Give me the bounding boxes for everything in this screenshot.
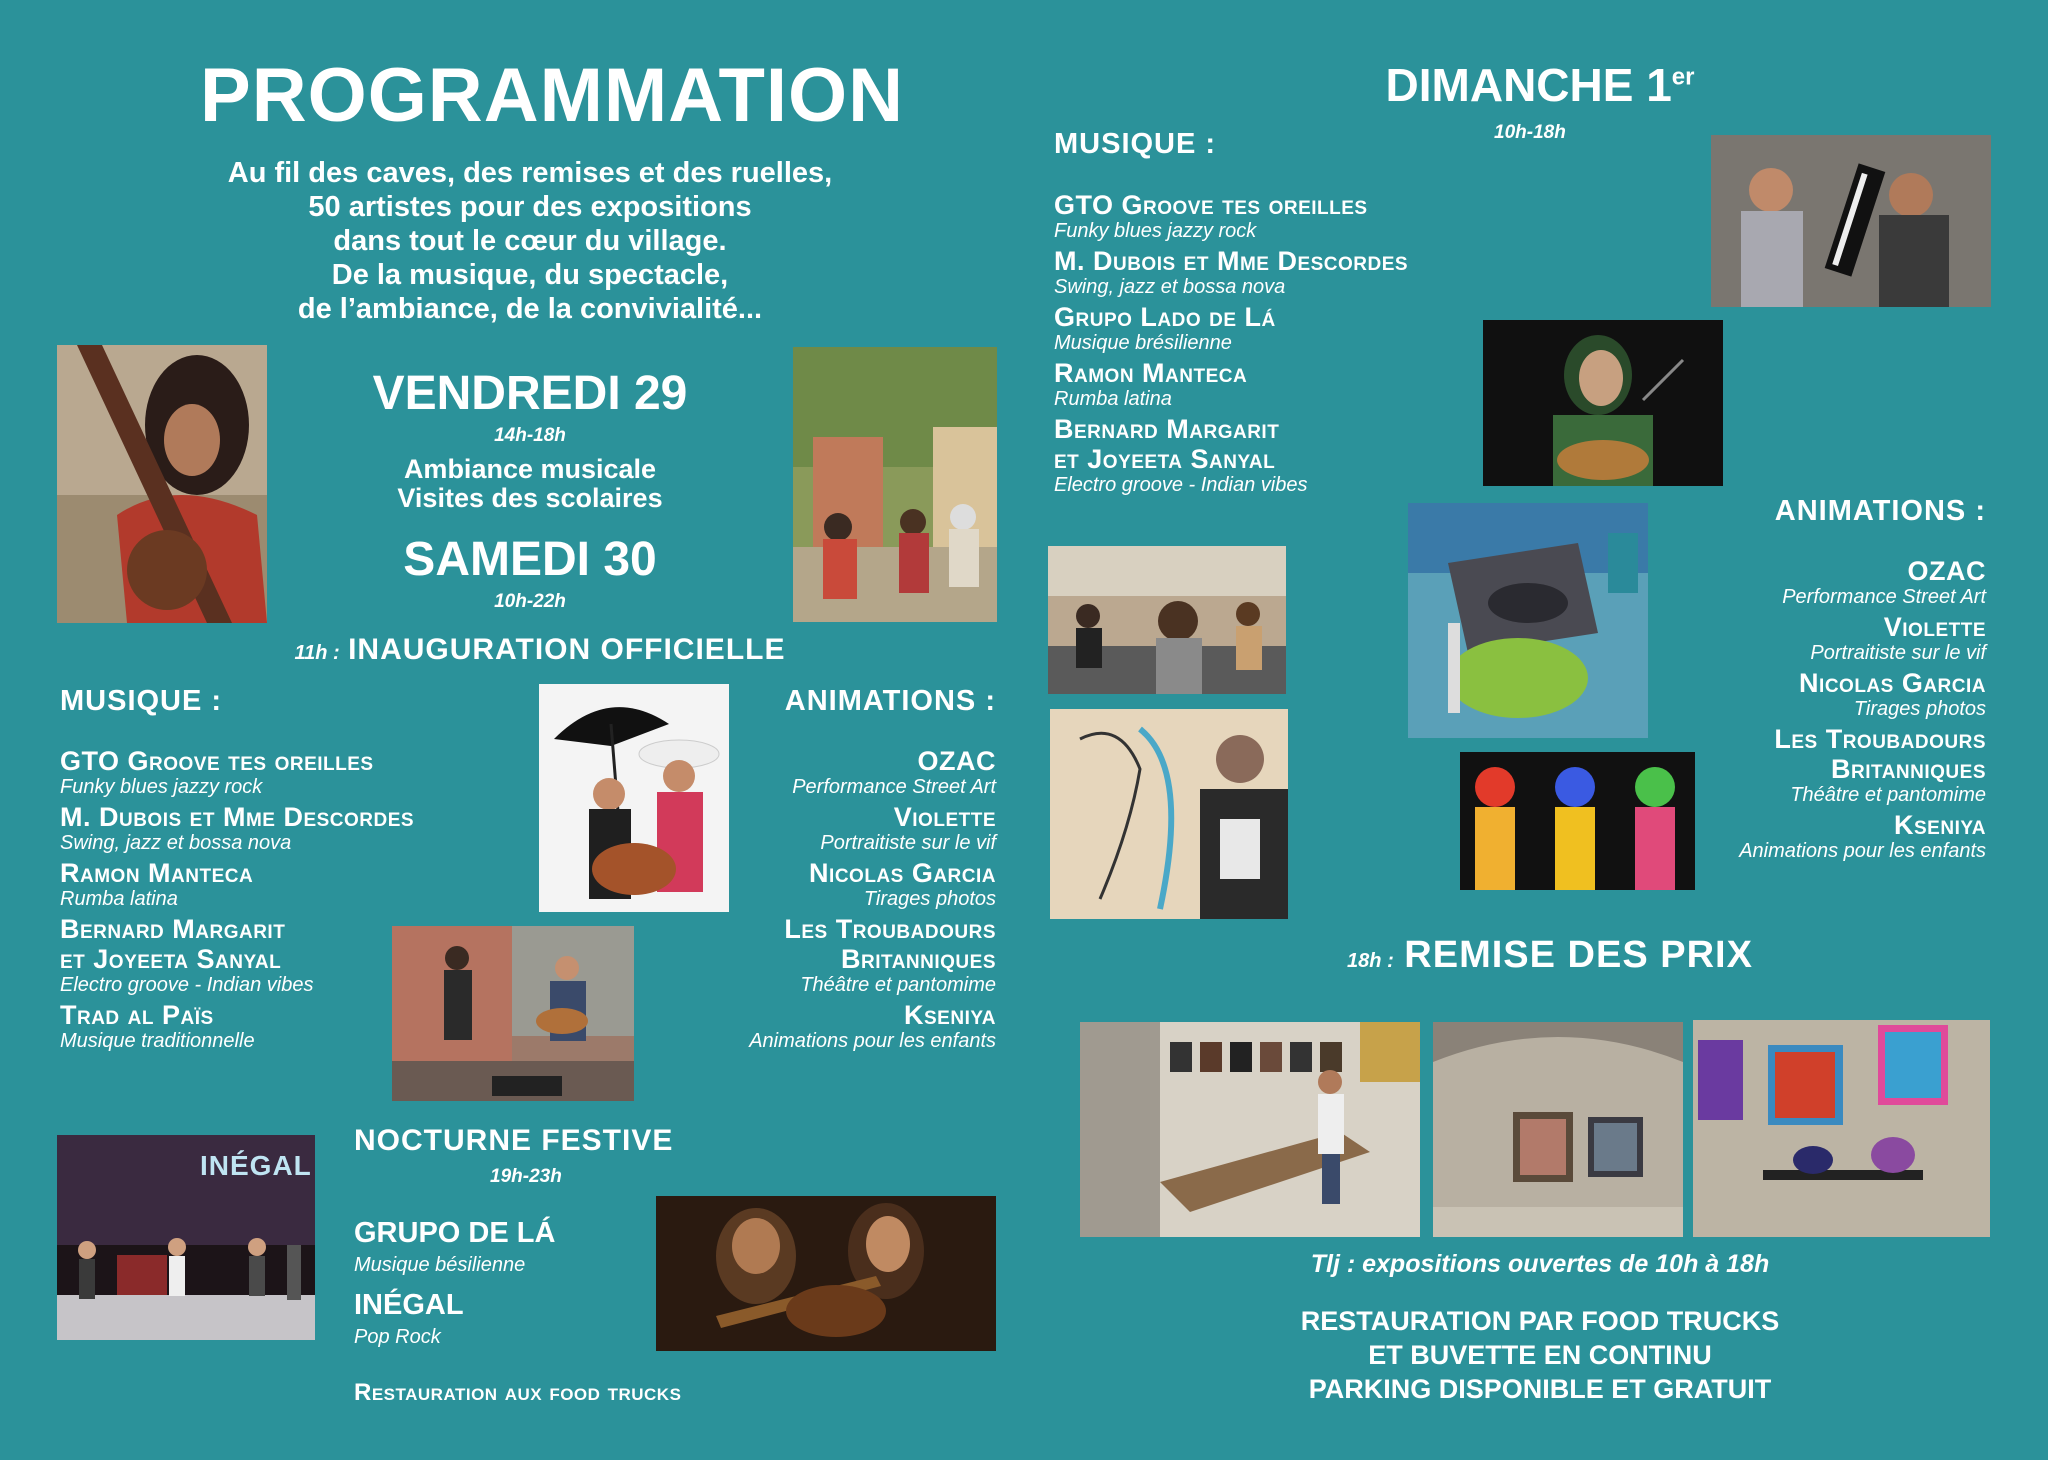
music-heading-left: MUSIQUE : [60,685,223,717]
exhibition-photo-2 [1433,1022,1683,1237]
guitar-duo-photo [656,1196,996,1351]
singer-photo [1483,320,1723,486]
artist-name: Ramon Manteca [1054,358,1248,388]
artist-desc: Performance Street Art [792,776,996,798]
artist-name-2: Britanniques [1831,754,1986,784]
inauguration-time: 11h : [294,642,340,664]
artist-desc: Electro groove - Indian vibes [1054,474,1308,496]
sitar-player-photo [57,345,267,623]
artist-desc: Rumba latina [1054,388,1172,410]
sunday-title-text: DIMANCHE 1 [1385,59,1672,111]
artist-name: OZAC [1907,556,1986,586]
artist-desc: Funky blues jazzy rock [60,776,263,798]
list-item [1616,612,1986,664]
artist-desc: Swing, jazz et bossa nova [1054,276,1286,298]
artist-desc: Tirages photos [863,888,996,910]
friday-title: VENDREDI 29 [372,367,688,420]
artist-name: Trad al Païs [60,1000,214,1030]
accordion-musicians-photo [1711,135,1991,307]
friday-hours: 14h-18h [494,425,566,446]
inegal-sign: INÉGAL [200,1150,312,1181]
animations-list-left [626,746,996,1056]
artist-name: GTO Groove tes oreilles [60,746,374,776]
awards-line [1240,934,1860,977]
awards-label: REMISE DES PRIX [1404,934,1753,976]
artist-desc: Musique brésilienne [1054,332,1232,354]
artist-name: Nicolas Garcia [809,858,996,888]
animations-heading-right: ANIMATIONS : [1774,495,1986,527]
intro-line: de l’ambiance, de la convivialité... [297,293,763,325]
list-item [60,802,540,854]
exhibition-photo-3 [1693,1020,1990,1237]
troubadours-photo [1460,752,1695,890]
inauguration-label: INAUGURATION OFFICIELLE [348,633,786,666]
artist-name: Les Troubadours [1774,724,1986,754]
friday-line1: Ambiance musicale [403,454,657,484]
artist-desc: Swing, jazz et bossa nova [60,832,292,854]
artist-name: Violette [1883,612,1986,642]
list-item [60,746,540,798]
street-art-photo [1408,503,1648,738]
list-item [626,858,996,910]
band-name: INÉGAL [354,1289,464,1321]
intro-line: 50 artistes pour des expositions [308,191,752,223]
sunday-hours: 10h-18h [1494,122,1566,143]
portrait-drawing-photo [1050,709,1288,919]
artist-name: Bernard Margarit [60,914,286,944]
artist-name: M. Dubois et Mme Descordes [1054,246,1409,276]
list-item [626,1000,996,1052]
artist-name: GTO Groove tes oreilles [1054,190,1368,220]
music-heading-right: MUSIQUE : [1054,128,1217,160]
artist-desc: Animations pour les enfants [749,1030,996,1052]
nocturne-title: NOCTURNE FESTIVE [354,1124,674,1157]
sunday-title [1340,58,1740,112]
artist-desc: Portraitiste sur le vif [1810,642,1986,664]
footer-line: RESTAURATION PAR FOOD TRUCKS [1300,1306,1780,1336]
artist-desc: Portraitiste sur le vif [820,832,996,854]
intro-text [120,156,940,326]
artist-name: Kseniya [904,1000,996,1030]
page-title: PROGRAMMATION [200,53,904,138]
street-audience-photo [1048,546,1286,694]
band-desc: Musique bésilienne [354,1254,526,1276]
artist-name-2: Britanniques [841,944,996,974]
intro-line: Au fil des caves, des remises et des ruelles, [227,157,833,189]
band-desc: Pop Rock [354,1326,441,1348]
artist-name: Les Troubadours [784,914,996,944]
expo-hours-line: Tlj : expositions ouvertes de 10h à 18h [1310,1250,1770,1278]
intro-line: De la musique, du spectacle, [331,259,729,291]
artist-name-2: et Joyeeta Sanyal [60,944,282,974]
terrace-photo [793,347,997,622]
duo-concert-photo [392,926,634,1101]
artist-desc: Théâtre et pantomime [1790,784,1986,806]
food-trucks-note: Restauration aux food trucks [354,1379,682,1406]
list-item [626,746,996,798]
footer-line: ET BUVETTE EN CONTINU [1368,1340,1712,1370]
footer-line: PARKING DISPONIBLE ET GRATUIT [1308,1374,1772,1404]
footer-info [1180,1304,1900,1406]
artist-name: Bernard Margarit [1054,414,1280,444]
artist-desc: Electro groove - Indian vibes [60,974,314,996]
artist-name: Ramon Manteca [60,858,254,888]
saturday-hours: 10h-22h [494,591,566,612]
artist-name: M. Dubois et Mme Descordes [60,802,415,832]
sunday-title-sup: er [1671,63,1695,91]
artist-name: Grupo Lado de Lá [1054,302,1276,332]
inauguration-line [240,633,840,667]
exhibition-photo-1 [1080,1022,1420,1237]
friday-line2: Visites des scolaires [397,483,663,513]
awards-time: 18h : [1347,950,1394,972]
list-item [1616,556,1986,608]
friday-block [340,366,720,513]
nocturne-band1 [354,1218,555,1276]
artist-desc: Théâtre et pantomime [800,974,996,996]
artist-name: OZAC [917,746,996,776]
artist-desc: Rumba latina [60,888,178,910]
artist-desc: Funky blues jazzy rock [1054,220,1257,242]
artist-name: Violette [893,802,996,832]
artist-name-2: et Joyeeta Sanyal [1054,444,1276,474]
list-item [626,802,996,854]
artist-name: Kseniya [1894,810,1986,840]
list-item [60,858,540,910]
intro-line: dans tout le cœur du village. [333,225,727,257]
list-item [626,914,996,996]
saturday-title: SAMEDI 30 [403,533,657,586]
saturday-block [340,532,720,613]
list-item [1054,190,1574,242]
list-item [1054,246,1574,298]
artist-name: Nicolas Garcia [1799,668,1986,698]
band-name: GRUPO DE LÁ [354,1217,556,1249]
artist-desc: Animations pour les enfants [1739,840,1986,862]
nocturne-hours: 19h-23h [490,1166,562,1187]
artist-desc: Tirages photos [1853,698,1986,720]
artist-desc: Performance Street Art [1782,586,1986,608]
nocturne-block [354,1124,734,1188]
animations-heading-left: ANIMATIONS : [784,685,996,717]
nocturne-band2 [354,1290,464,1348]
list-item [1616,668,1986,720]
artist-desc: Musique traditionnelle [60,1030,255,1052]
